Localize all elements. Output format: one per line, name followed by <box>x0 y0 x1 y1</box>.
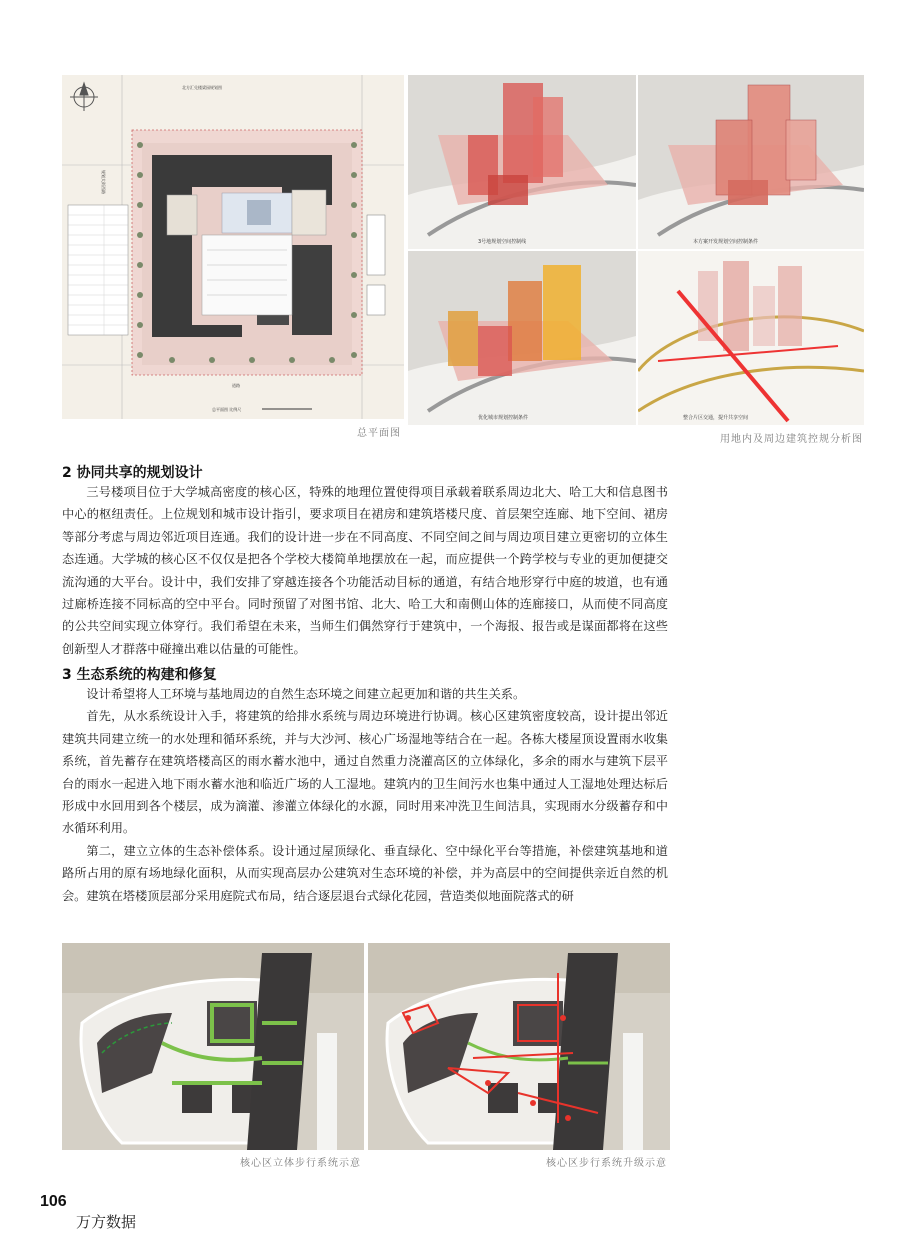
site-plan-figure <box>62 75 404 419</box>
analysis-panel-4 <box>638 251 864 425</box>
analysis-figure <box>408 75 864 425</box>
walk-upgrade-caption: 核心区步行系统升级示意 <box>546 1158 667 1169</box>
section-2-paragraph: 三号楼项目位于大学城高密度的核心区，特殊的地理位置使得项目承载着联系周边北大、哈工大和信息图书中心的枢纽责任。上位规划和城市设计指引，要求项目在裙房和建筑塔楼尺度、首层架空连廊、地下空间、裙房等部分考虑与周边邻近项目连通。我们的设计进一步在不同高度、不同空间之间与周边项目建立更密切的立体生态连通。大学城的核心区不仅仅是把各个学校大楼简单地摆放在一起，而应提供一个跨学校与专业的更加便捷交流沟通的大平台。设计中，我们安排了穿越连接各个功能活动目标的通道，有结合地形穿行中庭的坡道，也有通过廊桥连接不同标高的空中平台。同时预留了对图书馆、北大、哈工大和南侧山体的连廊接口，从而使不同高度的公共空间实现立体穿行。我们希望在未来，当师生们偶然穿行于建筑中，一个海报、报告或是谋面都将在这些创新型人才群落中碰撞出难以估量的可能性。 <box>62 485 668 656</box>
road-bottom-label: 道路 <box>232 383 240 388</box>
section-2-body <box>62 481 668 660</box>
site-plan-caption: 总平面图 <box>357 428 401 439</box>
section-3-paragraph-1: 设计希望将人工环境与基地周边的自然生态环境之间建立起更加和谐的共生关系。 <box>86 687 526 701</box>
walk-system-caption: 核心区立体步行系统示意 <box>240 1158 361 1169</box>
watermark: 万方数据 <box>76 1213 137 1231</box>
section-3-paragraph-2: 首先，从水系统设计入手，将建筑的给排水系统与周边环境进行协调。核心区建筑密度较高，设计提出邻近建筑共同建立统一的水处理和循环系统，并与大沙河、核心广场湿地等结合在一起。各栋大楼屋顶设置雨水收集系统，首先蓄存在建筑塔楼高区的雨水蓄水池中，通过自然重力浇灌高区的立体绿化，多余的雨水与建筑下层平台的雨水一起进入地下雨水蓄水池和临近广场的人工湿地。建筑内的卫生间污水也集中通过人工湿地处理达标后形成中水回用到各个楼层，成为滴灌、渗灌立体绿化的水源，同时用来冲洗卫生间洁具，实现雨水分级蓄存和中水循环利用。 <box>62 709 668 836</box>
analysis-panel-1 <box>408 75 636 249</box>
site-plan-title: 北方汇兑楼梁园规划图 <box>182 85 222 90</box>
scale-label: 总平面图 比例尺 <box>212 407 242 412</box>
section-3-title: 3 生态系统的构建和修复 <box>62 667 217 683</box>
analysis-label-1: 3号地规划空间控制线 <box>478 239 527 245</box>
analysis-label-4: 整合片区交通，提升共享空间 <box>683 415 749 421</box>
walk-system-figure <box>62 943 364 1150</box>
page-number: 106 <box>40 1193 67 1210</box>
analysis-label-3: 优化城市规划控制条件 <box>478 415 529 421</box>
section-3-paragraph-3: 第二，建立立体的生态补偿体系。设计通过屋顶绿化、垂直绿化、空中绿化平台等措施，补偿建筑基地和道路所占用的原有场地绿化面积，从而实现高层办公建筑对生态环境的补偿，并为高层中的空间提供亲近自然的机会。建筑在塔楼顶层部分采用庭院式布局，结合逐层退台式绿化花园，营造类似地面院落式的研 <box>62 843 668 903</box>
section-3-body <box>62 683 668 907</box>
analysis-panel-3 <box>408 251 636 425</box>
analysis-panel-2 <box>638 75 864 249</box>
analysis-caption: 用地内及周边建筑控规分析图 <box>720 434 863 445</box>
site-plan-drawing <box>62 75 404 419</box>
walk-upgrade-figure <box>368 943 670 1150</box>
road-left-label: 规划大街西路 <box>101 170 106 194</box>
section-2-title: 2 协同共享的规划设计 <box>62 465 203 481</box>
analysis-label-2: 本方案开发规划空间控制条件 <box>693 239 759 245</box>
